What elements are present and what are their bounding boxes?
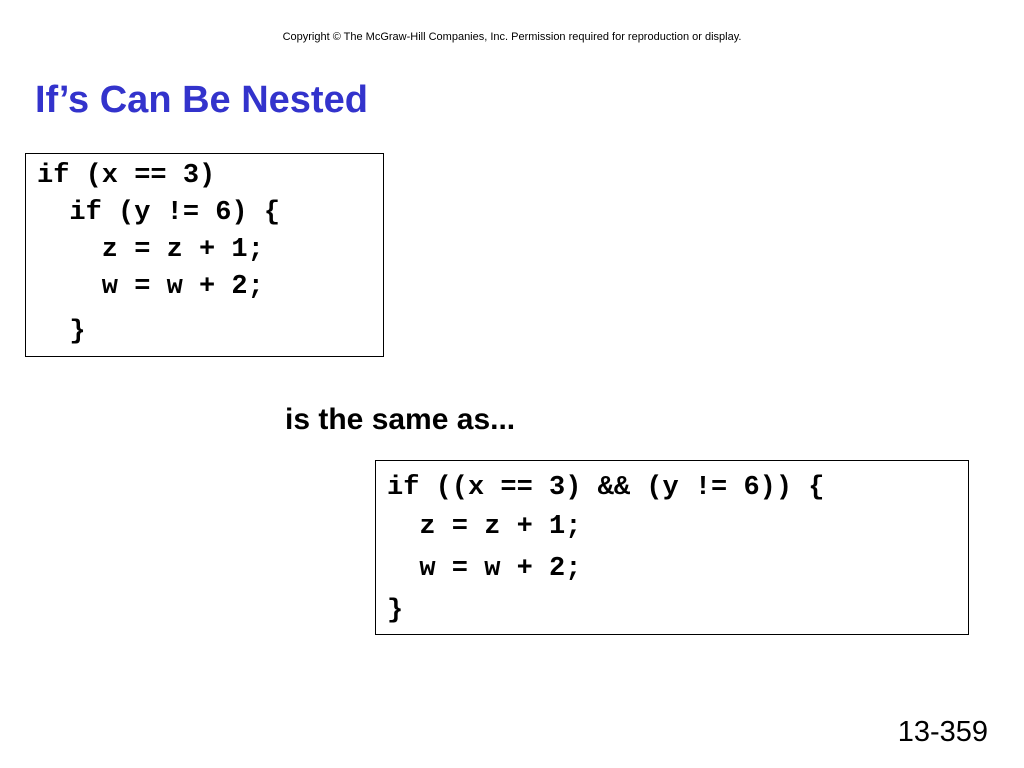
slide-title: If’s Can Be Nested	[35, 79, 368, 121]
code-line: if (x == 3)	[37, 161, 216, 191]
code-line: w = w + 2;	[37, 272, 264, 302]
code-line: }	[37, 317, 86, 347]
transition-text: is the same as...	[285, 403, 516, 436]
code-line: if ((x == 3) && (y != 6)) {	[387, 473, 825, 503]
slide-number: 13-359	[897, 716, 988, 748]
code-line: z = z + 1;	[37, 235, 264, 265]
combined-if-code-block	[375, 460, 969, 635]
code-line: w = w + 2;	[387, 554, 582, 584]
code-line: }	[387, 596, 404, 626]
code-line: if (y != 6) {	[37, 198, 281, 228]
nested-if-code-block	[25, 153, 384, 357]
copyright-notice: Copyright © The McGraw-Hill Companies, Inc. Permission required for reproduction or display.	[282, 31, 742, 43]
code-line: z = z + 1;	[387, 512, 582, 542]
